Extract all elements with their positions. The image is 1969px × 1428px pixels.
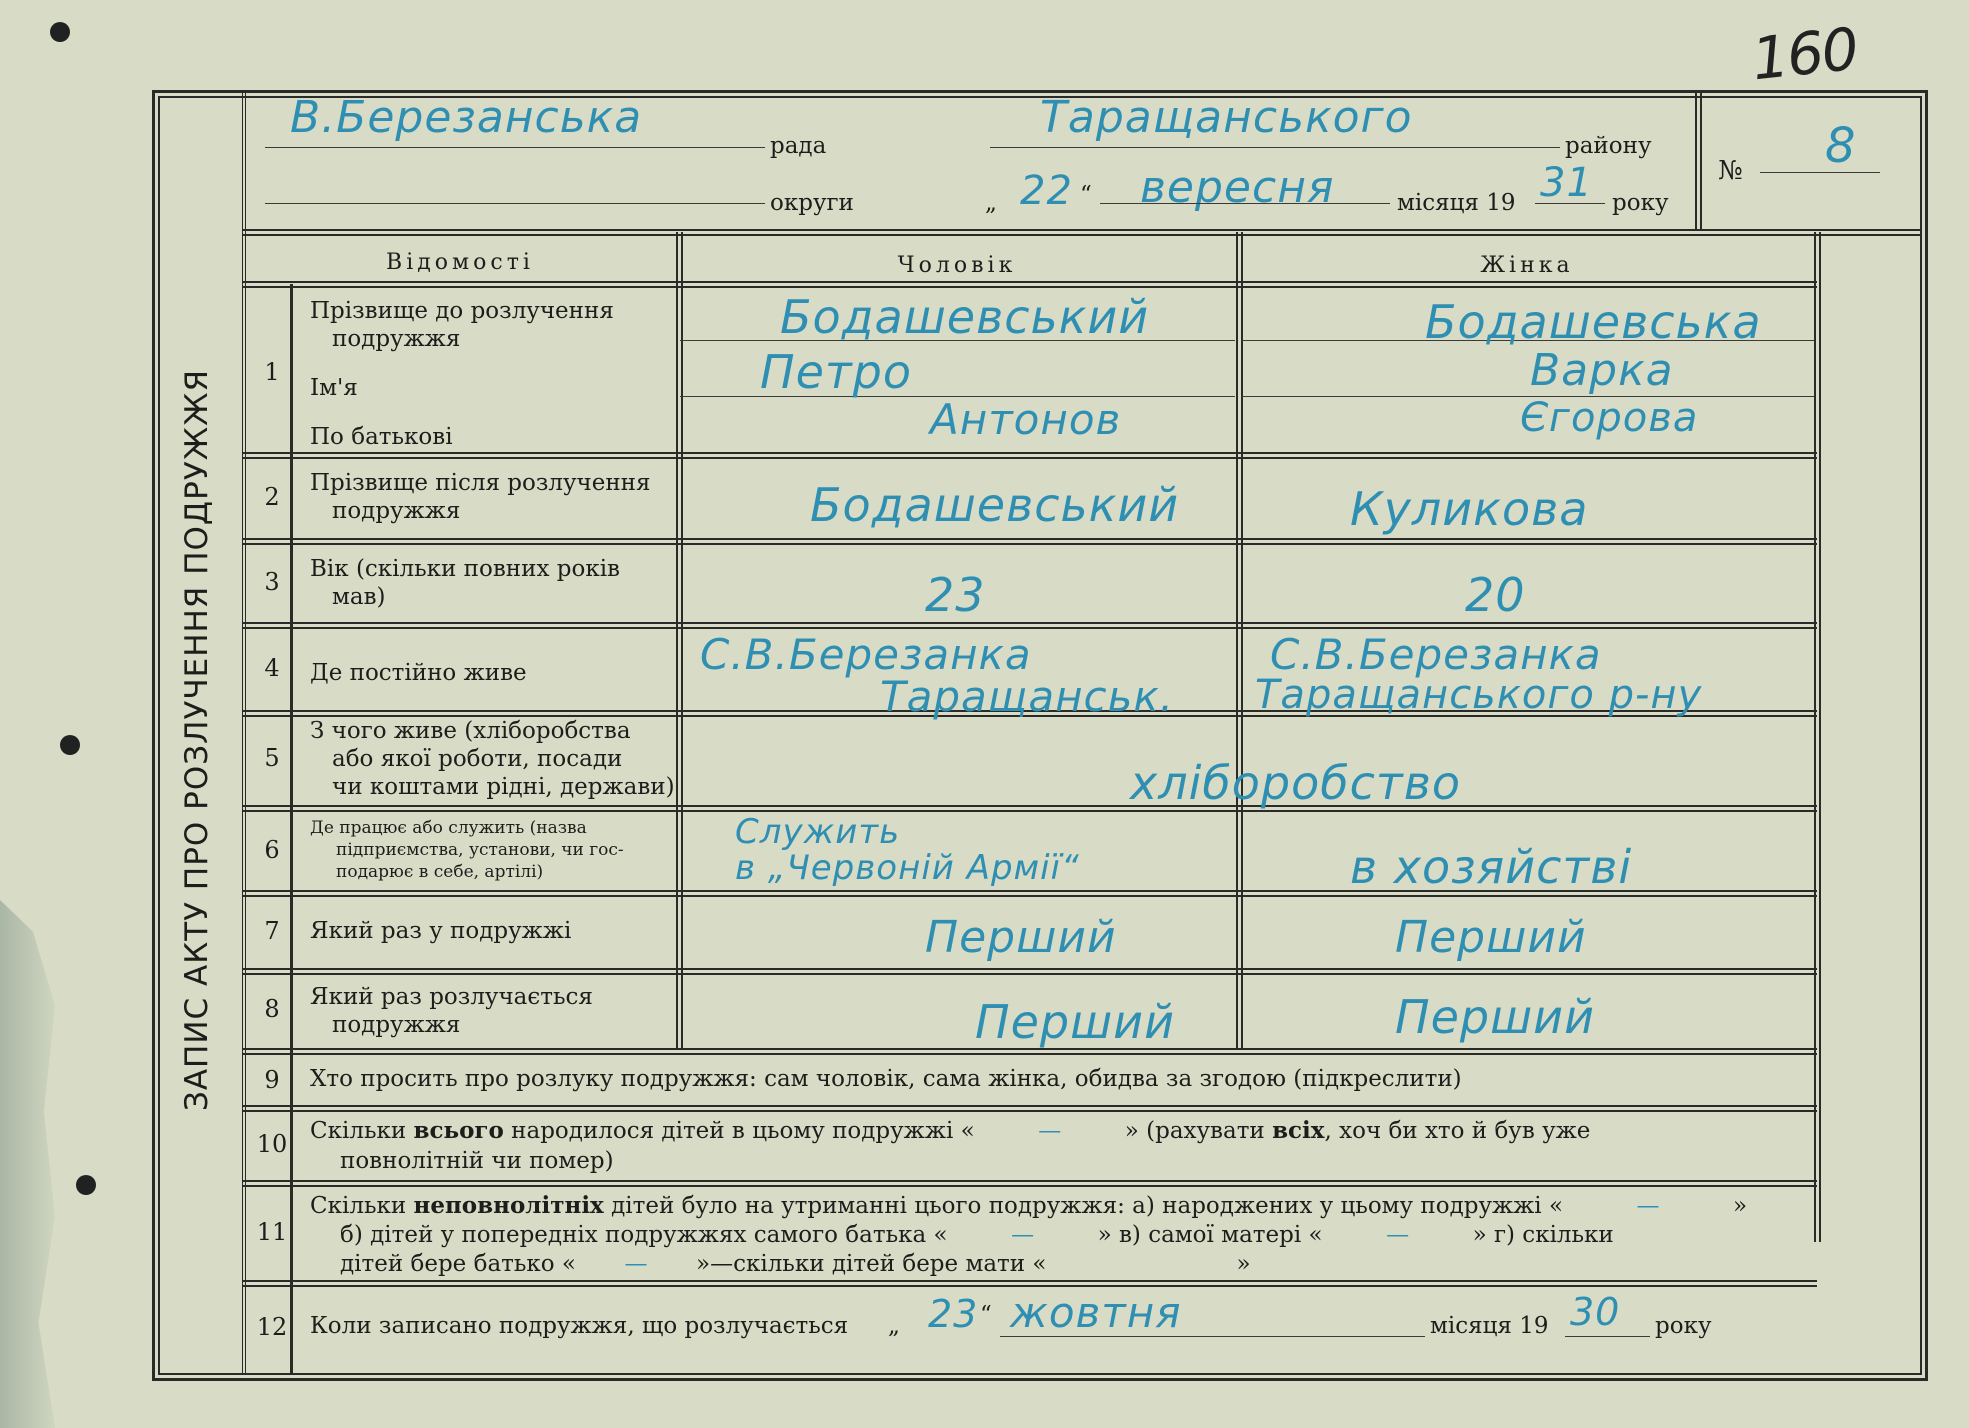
husband-column-rule bbox=[1236, 232, 1243, 1050]
row-number: 9 bbox=[264, 1066, 280, 1094]
number-column-rule bbox=[290, 284, 293, 1374]
binder-hole bbox=[60, 735, 80, 755]
row10-text: Скільки bbox=[310, 1118, 414, 1144]
number-value: 8 bbox=[1825, 118, 1857, 174]
row-number: 3 bbox=[264, 568, 280, 596]
row9-text: Хто просить про розлуку подружжя: сам чоловік, сама жінка, обидва за згодою (підкреслити) bbox=[310, 1066, 1462, 1092]
row-number: 8 bbox=[264, 995, 280, 1023]
binder-hole bbox=[76, 1175, 96, 1195]
row12-day-open: „ bbox=[888, 1313, 900, 1339]
row5-label-2: або якої роботи, посади bbox=[332, 746, 623, 772]
raion-value: Таращанського bbox=[1040, 92, 1413, 143]
row-rule bbox=[242, 1280, 1817, 1287]
number-label: № bbox=[1718, 156, 1743, 186]
rada-line bbox=[265, 147, 765, 148]
month-value: вересня bbox=[1140, 162, 1335, 213]
row11-value: — bbox=[1636, 1193, 1660, 1219]
row2-husband: Бодашевський bbox=[810, 478, 1180, 532]
row10-bold: всього bbox=[413, 1117, 504, 1144]
row12-year-line bbox=[1565, 1336, 1650, 1337]
day-value: 22 bbox=[1020, 168, 1073, 214]
row-rule bbox=[242, 1180, 1817, 1187]
row-number: 7 bbox=[264, 917, 280, 945]
row-number: 10 bbox=[256, 1130, 288, 1158]
husband-patronymic: Антонов bbox=[930, 395, 1122, 444]
row8-husband: Перший bbox=[975, 995, 1175, 1049]
row11-text: » bbox=[1236, 1251, 1251, 1277]
row3-label: Вік (скільки повних років bbox=[310, 556, 620, 582]
row2-label: Прізвище після розлучення bbox=[310, 470, 651, 496]
row2-wife: Куликова bbox=[1350, 482, 1589, 536]
number-line bbox=[1760, 172, 1880, 173]
row1-label-surname: Прізвище до розлучення bbox=[310, 298, 614, 324]
raion-line bbox=[990, 147, 1560, 148]
row7-label: Який раз у подружжі bbox=[310, 918, 572, 944]
row10-line2: повнолітній чи помер) bbox=[340, 1148, 614, 1174]
wife-name: Варка bbox=[1530, 345, 1674, 396]
husband-surname: Бодашевський bbox=[780, 290, 1150, 344]
row-rule bbox=[242, 622, 1817, 629]
wife-column-rule bbox=[1814, 232, 1821, 1242]
row11-text: »—скільки дітей бере мати « bbox=[696, 1251, 1047, 1277]
row1-label-surname-cont: подружжя bbox=[332, 326, 461, 352]
row-number: 6 bbox=[264, 836, 280, 864]
row-number: 12 bbox=[256, 1313, 288, 1341]
row-number: 2 bbox=[264, 483, 280, 511]
column-head-rule bbox=[242, 281, 1817, 288]
row3-husband: 23 bbox=[925, 568, 986, 622]
row11-text: Скільки bbox=[310, 1193, 414, 1219]
row10-text: народилося дітей в цьому подружжі « bbox=[503, 1118, 975, 1144]
row4-wife-2: Таращанського р-ну bbox=[1255, 672, 1703, 718]
row12-month-line bbox=[1000, 1336, 1425, 1337]
row5-label: З чого живе (хліборобства bbox=[310, 718, 631, 744]
row7-wife: Перший bbox=[1395, 912, 1587, 963]
row11-text: дітей було на утриманні цього подружжя: а) народжених у цьому подружжі « bbox=[603, 1193, 1564, 1219]
row6-wife: в хозяйстві bbox=[1350, 840, 1633, 894]
row8-label: Який раз розлучається bbox=[310, 984, 593, 1010]
row11-value: — bbox=[1386, 1222, 1410, 1248]
row1-label-name: Ім'я bbox=[310, 375, 358, 401]
row8-wife: Перший bbox=[1395, 990, 1595, 1044]
wife-surname: Бодашевська bbox=[1425, 295, 1762, 349]
row-rule bbox=[242, 805, 1817, 812]
roku-label: року bbox=[1612, 190, 1669, 216]
row-number: 11 bbox=[256, 1218, 288, 1246]
binder-hole bbox=[50, 22, 70, 42]
row-rule bbox=[242, 1105, 1817, 1112]
row4-label: Де постійно живе bbox=[310, 660, 527, 686]
row6-husband: Служить bbox=[735, 812, 901, 852]
row12-text: Коли записано подружжя, що розлучається bbox=[310, 1313, 849, 1339]
row12-misyatsia: місяця 19 bbox=[1430, 1313, 1549, 1339]
row11-line3 bbox=[340, 1251, 1251, 1277]
column-head-wife: Жінка bbox=[1480, 253, 1574, 278]
row4-wife: С.В.Березанка bbox=[1270, 630, 1602, 679]
misyatsia-label: місяця 19 bbox=[1397, 190, 1516, 216]
column-head-info: Відомості bbox=[386, 250, 534, 275]
row11-value: — bbox=[624, 1251, 648, 1277]
row11-line1 bbox=[310, 1193, 1747, 1219]
row6-label: Де працює або служить (назва bbox=[310, 818, 587, 838]
row10-text: , хоч би хто й був уже bbox=[1324, 1118, 1591, 1144]
row11-value: — bbox=[1011, 1222, 1035, 1248]
row10-line1 bbox=[310, 1118, 1590, 1144]
row8-label-cont: подружжя bbox=[332, 1012, 461, 1038]
header-divider bbox=[1695, 93, 1702, 229]
row11-text: б) дітей у попередніх подружжях самого батька « bbox=[340, 1222, 948, 1248]
row-number: 1 bbox=[264, 358, 280, 386]
row5-shared: хліборобство bbox=[1130, 756, 1461, 810]
row6-label-2: підприємства, установи, чи гос- bbox=[336, 840, 624, 860]
row-rule bbox=[242, 968, 1817, 975]
row12-roku: року bbox=[1655, 1313, 1712, 1339]
raion-label: району bbox=[1565, 133, 1652, 159]
row10-text: » (рахувати bbox=[1124, 1118, 1273, 1144]
row11-text: » г) скільки bbox=[1472, 1222, 1614, 1248]
sidebar-title: ЗАПИС АКТУ ПРО РОЗЛУЧЕННЯ ПОДРУЖЖЯ bbox=[179, 368, 215, 1112]
sheet-number: 160 bbox=[1748, 14, 1860, 94]
month-line bbox=[1100, 203, 1390, 204]
row3-label-cont: мав) bbox=[332, 584, 386, 610]
row11-text: » в) самої матері « bbox=[1097, 1222, 1323, 1248]
year-line bbox=[1535, 203, 1605, 204]
row3-wife: 20 bbox=[1465, 568, 1526, 622]
row-number: 4 bbox=[264, 654, 280, 682]
row10-bold: всіх bbox=[1272, 1117, 1325, 1144]
day-open-quote: „ bbox=[985, 190, 997, 216]
row6-label-3: подарює в себе, артілі) bbox=[336, 862, 544, 882]
row5-label-3: чи коштами рідні, держави) bbox=[332, 774, 675, 800]
rada-label: рада bbox=[770, 133, 827, 159]
info-column-rule bbox=[676, 232, 683, 1050]
header-bottom-rule bbox=[242, 229, 1922, 236]
row4-husband-2: Таращанськ. bbox=[880, 672, 1175, 721]
row12-month: жовтня bbox=[1010, 1288, 1182, 1337]
row11-line2 bbox=[340, 1222, 1614, 1248]
row-number: 5 bbox=[264, 744, 280, 772]
row12-day: 23 bbox=[928, 1292, 979, 1336]
column-head-husband: Чоловік bbox=[897, 253, 1017, 278]
row1-label-patronymic: По батькові bbox=[310, 424, 453, 450]
husband-name: Петро bbox=[760, 345, 913, 399]
year-value: 31 bbox=[1540, 160, 1593, 206]
day-close-quote: “ bbox=[1080, 182, 1092, 208]
row7-husband: Перший bbox=[925, 912, 1117, 963]
row12-year: 30 bbox=[1570, 1290, 1621, 1334]
row11-text: дітей бере батько « bbox=[340, 1251, 577, 1277]
torn-edge bbox=[0, 900, 55, 1428]
rada-value: В.Березанська bbox=[290, 92, 643, 143]
row12-day-close: “ bbox=[980, 1302, 992, 1328]
row-rule bbox=[242, 538, 1817, 545]
row11-text: » bbox=[1733, 1193, 1748, 1219]
row6-husband-2: в „Червоній Армії“ bbox=[735, 848, 1080, 888]
row4-husband: С.В.Березанка bbox=[700, 630, 1032, 679]
row-rule bbox=[242, 1048, 1817, 1055]
row-rule bbox=[242, 452, 1817, 459]
okrugy-label: округи bbox=[770, 190, 854, 216]
wife-patronymic: Єгорова bbox=[1520, 395, 1699, 441]
row10-value: — bbox=[1038, 1118, 1062, 1144]
row2-label-cont: подружжя bbox=[332, 498, 461, 524]
row11-bold: неповнолітніх bbox=[413, 1192, 604, 1219]
okrugy-line bbox=[265, 203, 765, 204]
